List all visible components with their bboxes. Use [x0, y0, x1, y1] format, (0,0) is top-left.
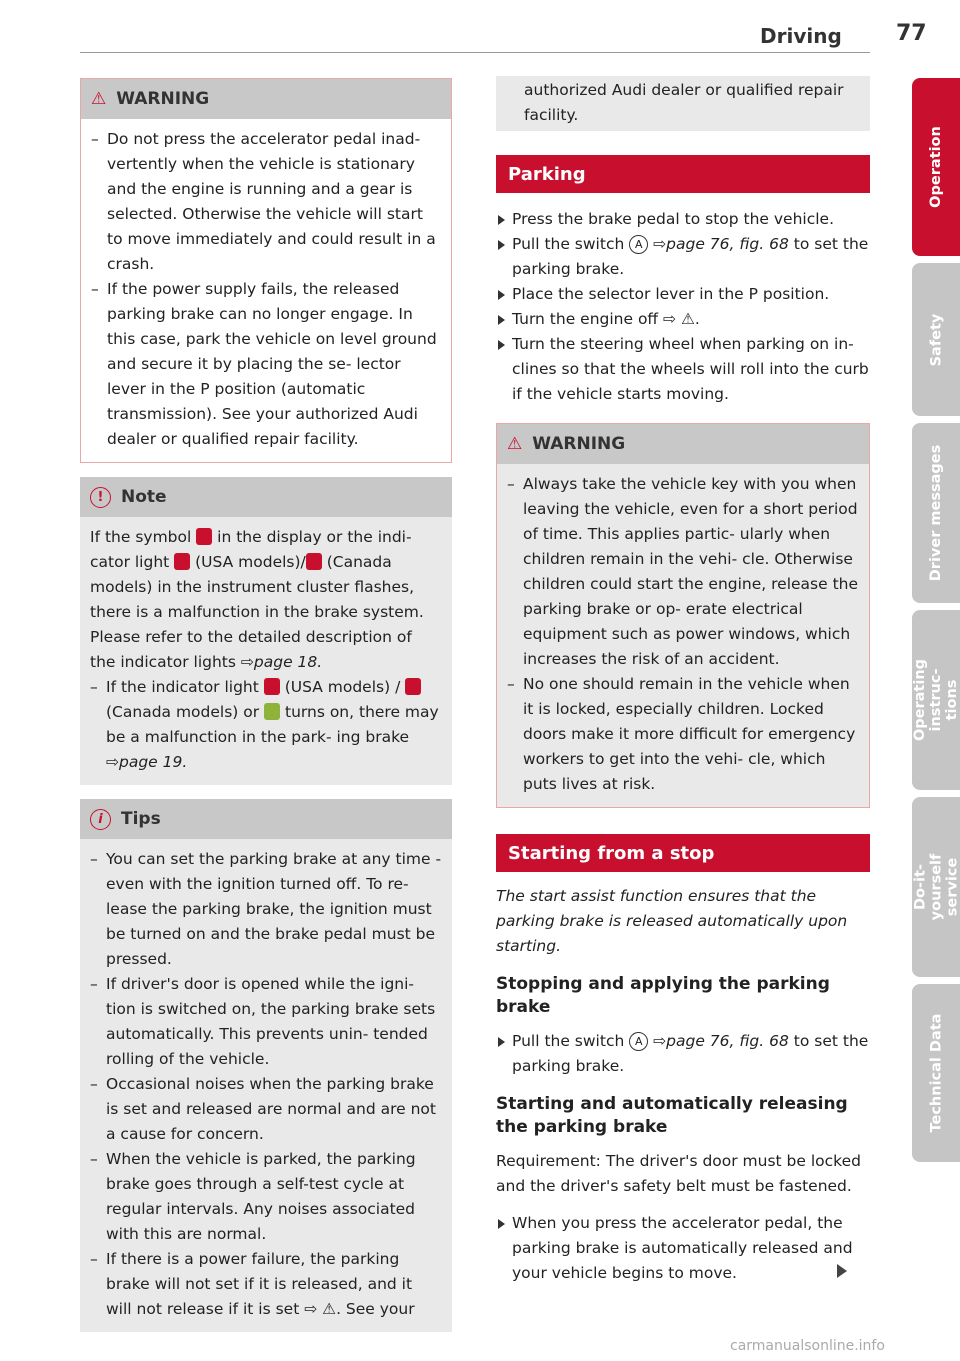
park-usa-indicator-icon: [264, 678, 280, 695]
section-heading-starting: Starting from a stop: [496, 834, 870, 872]
step-item: When you press the accelerator pedal, the parking brake is automatically released and your vehicle begins to move.: [496, 1211, 870, 1286]
tips-box: [80, 799, 452, 1332]
note-item: – If the indicator light (USA models) / (Canada models) or turns on, there may be a malfunction in the park- ing brake ⇨page 19.: [90, 675, 442, 775]
header-rule: [80, 52, 870, 53]
switch-a-icon: A: [629, 235, 648, 254]
note-title: Note: [121, 486, 167, 507]
warning-triangle-icon: ⚠: [322, 1300, 337, 1318]
step-item: Pull the switch A ⇨page 76, fig. 68 to set the parking brake.: [496, 1029, 870, 1079]
section-heading-parking: Parking: [496, 155, 870, 193]
warning-item: – If the power supply fails, the released parking brake can no longer engage. In this case, park the vehicle on level ground and secure it by placing the se- lector lever in the P position (automatic transmission). See your authorized Audi dealer or qualified repair facility.: [91, 277, 441, 452]
note-icon: !: [90, 487, 111, 508]
parking-brake-fault-indicator-icon: [264, 703, 280, 720]
tab-technical-data[interactable]: Technical Data: [912, 984, 960, 1162]
tips-item: – Occasional noises when the parking brake is set and released are normal and are not a cause for concern.: [90, 1072, 442, 1147]
step-item: Press the brake pedal to stop the vehicle.: [496, 207, 870, 232]
step-item: Turn the steering wheel when parking on in- clines so that the wheels will roll into the curb if the vehicle starts moving.: [496, 332, 870, 407]
tab-driver-messages[interactable]: Driver messages: [912, 423, 960, 603]
warning-triangle-icon: ⚠: [507, 433, 523, 454]
warning-item: – No one should remain in the vehicle when it is locked, especially children. Locked doors make it more difficult for emergency workers to get into the vehi- cle, which puts lives at risk.: [507, 672, 859, 797]
page-number: 77: [896, 21, 927, 46]
left-column: [80, 78, 452, 1332]
warning-item: – Always take the vehicle key with you when leaving the vehicle, even for a short period of time. This applies partic- ularly when children remain in the vehi- cle. Otherwise children could start the engine, release the parking brake or op- erate electrical equipment such as power windows, which increases the risk of an accident.: [507, 472, 859, 672]
subheading: Stopping and applying the parking brake: [496, 974, 830, 1017]
step-item: Turn the engine off ⇨ ⚠.: [496, 307, 870, 332]
right-column: [496, 76, 870, 1286]
step-item: Place the selector lever in the P position.: [496, 282, 870, 307]
warning-box-left: [80, 78, 452, 463]
continued-arrow-icon: [837, 1264, 847, 1278]
running-header-section: Driving: [760, 24, 842, 48]
warning-header: [497, 424, 869, 464]
warning-title: WARNING: [532, 433, 626, 454]
park-canada-indicator-icon: [405, 678, 421, 695]
note-header: [80, 477, 452, 517]
tips-continuation: authorized Audi dealer or qualified repair facility.: [496, 76, 870, 131]
tab-safety[interactable]: Safety: [912, 263, 960, 416]
warning-triangle-icon: ⚠: [91, 88, 107, 109]
page-reference[interactable]: page 18.: [253, 653, 323, 671]
tips-title: Tips: [121, 808, 161, 829]
tab-do-it-yourself-service[interactable]: Do-it-yourself service: [912, 797, 960, 977]
warning-triangle-icon: ⚠: [680, 310, 695, 328]
note-box: [80, 477, 452, 785]
requirement-text: Requirement: The driver's door must be locked and the driver's safety belt must be fastened.: [496, 1152, 861, 1195]
tab-operating-instructions[interactable]: Operating instruc- tions: [912, 610, 960, 790]
stopping-steps: [496, 1029, 870, 1079]
page-reference[interactable]: page 76, fig. 68: [666, 1032, 789, 1050]
tab-operation[interactable]: Operation: [912, 78, 960, 256]
parking-steps: [496, 207, 870, 407]
tips-item: – When the vehicle is parked, the parking brake goes through a self-test cycle at regular intervals. Any noises associated with this are normal.: [90, 1147, 442, 1247]
warning-title: WARNING: [116, 88, 210, 109]
page-reference[interactable]: page 19.: [119, 753, 188, 771]
switch-a-icon: A: [629, 1032, 648, 1051]
brake-usa-indicator-icon: [174, 553, 190, 570]
tips-header: [80, 799, 452, 839]
step-item: Pull the switch A ⇨page 76, fig. 68 to set the parking brake.: [496, 232, 870, 282]
tips-icon: i: [90, 809, 111, 830]
brake-warning-indicator-icon: [196, 528, 212, 545]
warning-header: [81, 79, 451, 119]
tips-item: – You can set the parking brake at any time - even with the ignition turned off. To re- lease the parking brake, the ignition must be turned on and the brake pedal must be pressed.: [90, 847, 442, 972]
note-paragraph: If the symbol in the display or the indi- cator light (USA models)/ (Canada models) in the instrument cluster flashes, there is a malfunction in the brake system. Please refer to the detailed description of the indicator lights ⇨page 18.: [90, 528, 424, 671]
warning-box-right: [496, 423, 870, 808]
page-reference[interactable]: page 76, fig. 68: [666, 235, 789, 253]
section-intro: The start assist function ensures that the parking brake is released automatically upon starting.: [496, 887, 848, 955]
watermark: carmanualsonline.info: [730, 1338, 885, 1354]
warning-item: – Do not press the accelerator pedal inad- vertently when the vehicle is stationary and the engine is running and a gear is selected. Otherwise the vehicle will start to move immediately and could result in a crash.: [91, 127, 441, 277]
subheading: Starting and automatically releasing the parking brake: [496, 1094, 848, 1137]
tips-item: – If there is a power failure, the parking brake will not set if it is released, and it will not release if it is set ⇨ ⚠. See your: [90, 1247, 442, 1322]
tips-item: – If driver's door is opened while the igni- tion is switched on, the parking brake sets automatically. This prevents unin- tended rolling of the vehicle.: [90, 972, 442, 1072]
starting-steps: [496, 1211, 870, 1286]
brake-canada-indicator-icon: [306, 553, 322, 570]
